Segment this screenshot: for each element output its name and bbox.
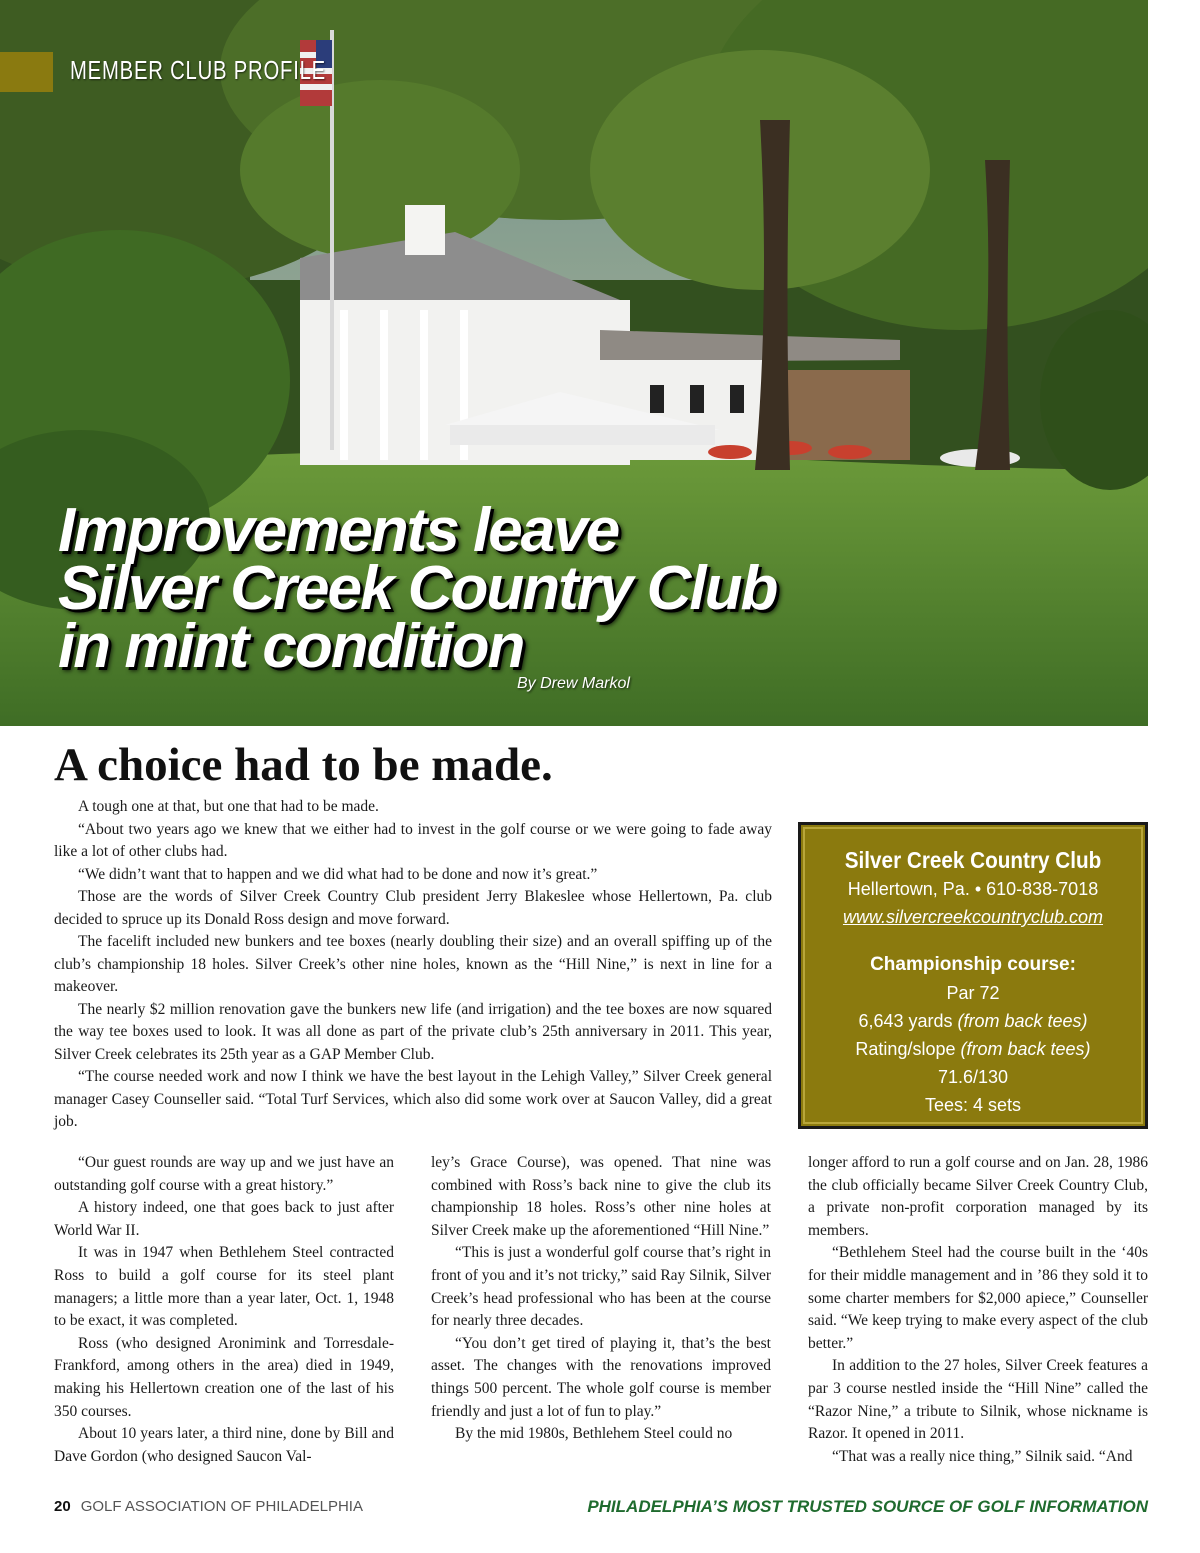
article-headline bbox=[58, 496, 777, 681]
rating-note: (from back tees) bbox=[960, 1039, 1091, 1059]
footer-tagline: PHILADELPHIA’S MOST TRUSTED SOURCE OF GOLF INFORMATION bbox=[587, 1497, 1148, 1516]
club-name: Silver Creek Country Club bbox=[844, 847, 1102, 873]
paragraph: The nearly $2 million renovation gave the bunkers new life (and irrigation) and the tee boxes are now squared the way tee boxes used to look. It was all done as part of the private club’s 25th anniversary in 2011. This year, Silver Creek celebrates its 25th year as a GAP Member Club. bbox=[54, 1000, 772, 1063]
headline-line-2: Silver Creek Country Club bbox=[58, 554, 777, 623]
rating-value: 71.6/130 bbox=[937, 1067, 1009, 1087]
rating-label: Rating/slope bbox=[855, 1039, 956, 1059]
lead-heading: A choice had to be made. bbox=[54, 739, 553, 791]
paragraph: “This is just a wonderful golf course that’s right in front of you and it’s not tricky,” said Ray Silnik, Silver Creek’s head professional who has been at the course for nearly three decades. bbox=[431, 1244, 771, 1330]
text-column-2 bbox=[431, 1152, 771, 1446]
club-info-box bbox=[798, 822, 1148, 1129]
paragraph: “The course needed work and now I think we have the best layout in the Lehigh Valley,” Silver Creek general manager Casey Counseller said. “Total Turf Services, which also did some work over at Saucon Valley, did a great job. bbox=[54, 1068, 772, 1130]
paragraph: Ross (who designed Aronimink and Torresdale-Frankford, among others in the area) died in 1949, making his Hellertown creation one of the last of his 350 courses. bbox=[54, 1334, 394, 1420]
yards-value: 6,643 yards bbox=[858, 1011, 953, 1031]
course-par: Par 72 bbox=[946, 983, 1000, 1003]
course-tees: Tees: 4 sets bbox=[924, 1095, 1022, 1115]
paragraph: In addition to the 27 holes, Silver Creek features a par 3 course nestled inside the “Hill Nine” called the “Razor Nine,” a tribute to Silnik, whose nickname is Razor. It opened in 2011. bbox=[808, 1357, 1148, 1443]
text-column-3 bbox=[808, 1152, 1148, 1468]
paragraph: “Our guest rounds are way up and we just have an outstanding golf course with a great history.” bbox=[54, 1154, 394, 1194]
yards-note: (from back tees) bbox=[957, 1011, 1088, 1031]
course-yards bbox=[801, 1007, 1145, 1035]
section-label: MEMBER CLUB PROFILE bbox=[70, 55, 326, 85]
publication-name: GOLF ASSOCIATION OF PHILADELPHIA bbox=[80, 1498, 363, 1515]
club-location: Hellertown, Pa. • 610-838-7018 bbox=[847, 879, 1099, 899]
paragraph: “That was a really nice thing,” Silnik said. “And bbox=[832, 1447, 1133, 1465]
course-subheading: Championship course: bbox=[870, 954, 1076, 975]
paragraph: “You don’t get tired of playing it, that’s the best asset. The changes with the renovations improved things 500 percent. The whole golf course is member friendly and just a lot of fun to play.” bbox=[431, 1334, 771, 1420]
paragraph: About 10 years later, a third nine, done by Bill and Dave Gordon (who designed Saucon Val- bbox=[54, 1425, 394, 1465]
page-number: 20 bbox=[54, 1498, 71, 1515]
paragraph: It was in 1947 when Bethlehem Steel contracted Ross to build a golf course for its steel plant managers; a little more than a year later, Oct. 1, 1948 to be exact, it was completed. bbox=[54, 1244, 394, 1330]
intro-text bbox=[54, 796, 772, 1134]
paragraph-continued: longer afford to run a golf course and on Jan. 28, 1986 the club officially became Silver Creek Country Club, a private non-profit corporation managed by its members. bbox=[808, 1154, 1148, 1239]
paragraph-continued: ley’s Grace Course), was opened. That nine was combined with Ross’s back nine to give the club its championship 18 holes. Ross’s other nine holes at Silver Creek make up the aforementioned “Hill Nine.” bbox=[431, 1154, 771, 1239]
text-column-1 bbox=[54, 1152, 394, 1468]
paragraph: By the mid 1980s, Bethlehem Steel could no bbox=[455, 1425, 733, 1443]
headline-line-3: in mint condition bbox=[58, 612, 524, 681]
paragraph: A history indeed, one that goes back to just after World War II. bbox=[54, 1199, 394, 1239]
paragraph: The facelift included new bunkers and tee boxes (nearly doubling their size) and an overall spiffing up of the club’s championship 18 holes. Silver Creek’s other nine holes, known as the “Hill Nine,” is next in line for a makeover. bbox=[54, 933, 772, 995]
paragraph: A tough one at that, but one that had to be made. bbox=[78, 798, 379, 815]
headline-line-1: Improvements leave bbox=[58, 496, 619, 565]
paragraph: Those are the words of Silver Creek Country Club president Jerry Blakeslee whose Hellertown, Pa. club decided to spruce up its Donald Ross design and move forward. bbox=[54, 888, 772, 928]
course-rating bbox=[801, 1035, 1145, 1063]
club-website-link[interactable]: www.silvercreekcountryclub.com bbox=[842, 907, 1104, 927]
section-color-tab bbox=[0, 52, 53, 92]
paragraph: “Bethlehem Steel had the course built in the ‘40s for their middle management and in ’86 they sold it to some charter members for $2,000 apiece,” Counseller said. “We keep trying to make every aspect of the club better.” bbox=[808, 1244, 1148, 1352]
paragraph: “About two years ago we knew that we either had to invest in the golf course or we were going to fade away like a lot of other clubs had. bbox=[54, 820, 772, 860]
paragraph: “We didn’t want that to happen and we did what had to be done and now it’s great.” bbox=[78, 865, 598, 883]
byline: By Drew Markol bbox=[517, 675, 630, 692]
page-folio bbox=[54, 1498, 363, 1515]
